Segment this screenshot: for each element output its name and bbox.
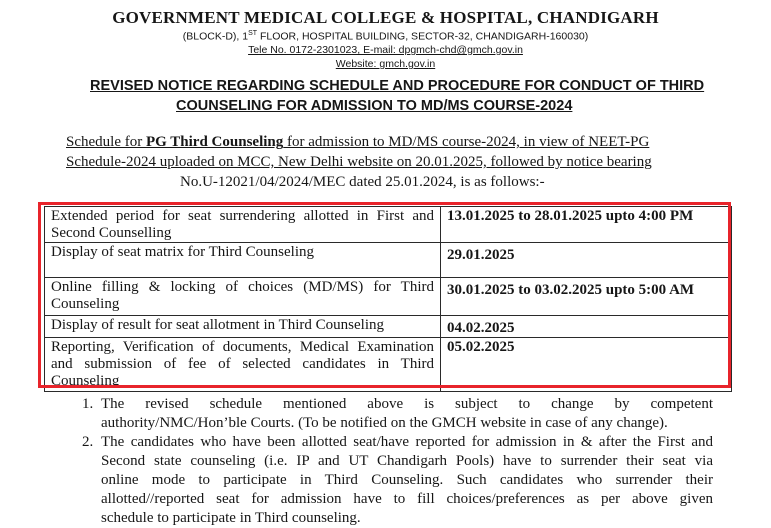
highlight-box	[38, 202, 731, 388]
schedule-date: 30.01.2025 to 03.02.2025 upto 5:00 AM	[441, 278, 732, 316]
schedule-date: 29.01.2025	[441, 243, 732, 278]
schedule-event: Online filling & locking of choices (MD/MS) for Third Counseling	[45, 278, 441, 316]
note-line: allotted//reported seat for admission have to fill choices/preferences as per above given	[101, 491, 713, 507]
college-name: GOVERNMENT MEDICAL COLLEGE & HOSPITAL, CHANDIGARH	[112, 8, 659, 27]
schedule-event: Reporting, Verification of documents, Medical Examination and submission of fee of selected candidates in Third Counseling	[45, 338, 441, 392]
address-post: FLOOR, HOSPITAL BUILDING, SECTOR-32, CHANDIGARH-160030)	[257, 30, 589, 43]
schedule-event: Display of result for seat allotment in Third Counseling	[45, 316, 441, 338]
address-sup: ST	[248, 30, 258, 37]
note-line: The candidates who have been allotted seat/have reported for admission in & after the First and	[101, 434, 713, 450]
schedule-event: Extended period for seat surrendering allotted in First and Second Counselling	[45, 207, 441, 243]
note-line: online mode to participate in Third Counseling. Such candidates who surrender their	[101, 472, 713, 488]
intro-bold: PG Third Counseling	[145, 134, 284, 150]
note-line: Second state counseling (i.e. IP and UT Chandigarh Pools) have to surrender their seat via	[101, 453, 713, 469]
intro-line-1	[66, 134, 649, 151]
note-line: authority/NMC/Hon’ble Courts. (To be notified on the GMCH website in case of any change).	[101, 415, 668, 431]
note-line: The revised schedule mentioned above is subject to change by competent	[101, 396, 713, 412]
schedule-date: 05.02.2025	[441, 338, 732, 392]
note-line: schedule to participate in Third counseling.	[101, 510, 361, 526]
schedule-event: Display of seat matrix for Third Counseling	[45, 243, 441, 278]
note-number: 1.	[82, 396, 94, 412]
schedule-date: 13.01.2025 to 28.01.2025 upto 4:00 PM	[441, 207, 732, 243]
notice-title-line-2: COUNSELING FOR ADMISSION TO MD/MS COURSE-2024	[176, 98, 573, 114]
notice-title-line-1: REVISED NOTICE REGARDING SCHEDULE AND PROCEDURE FOR CONDUCT OF THIRD	[90, 78, 705, 94]
note-number: 2.	[82, 434, 94, 450]
schedule-date: 04.02.2025	[441, 316, 732, 338]
college-address	[0, 30, 771, 43]
college-website: Website: gmch.gov.in	[335, 58, 436, 70]
college-contact: Tele No. 0172-2301023, E-mail: dpgmch-chd@gmch.gov.in	[248, 44, 523, 56]
intro-prefix: Schedule for	[66, 134, 146, 150]
intro-suffix: for admission to MD/MS course-2024, in view of NEET-PG	[283, 134, 650, 150]
intro-line-2: Schedule-2024 uploaded on MCC, New Delhi website on 20.01.2025, followed by notice bearing	[66, 154, 652, 170]
address-pre: (BLOCK-D), 1	[182, 30, 249, 43]
intro-line-3: No.U-12021/04/2024/MEC dated 25.01.2024, is as follows:-	[180, 174, 545, 190]
